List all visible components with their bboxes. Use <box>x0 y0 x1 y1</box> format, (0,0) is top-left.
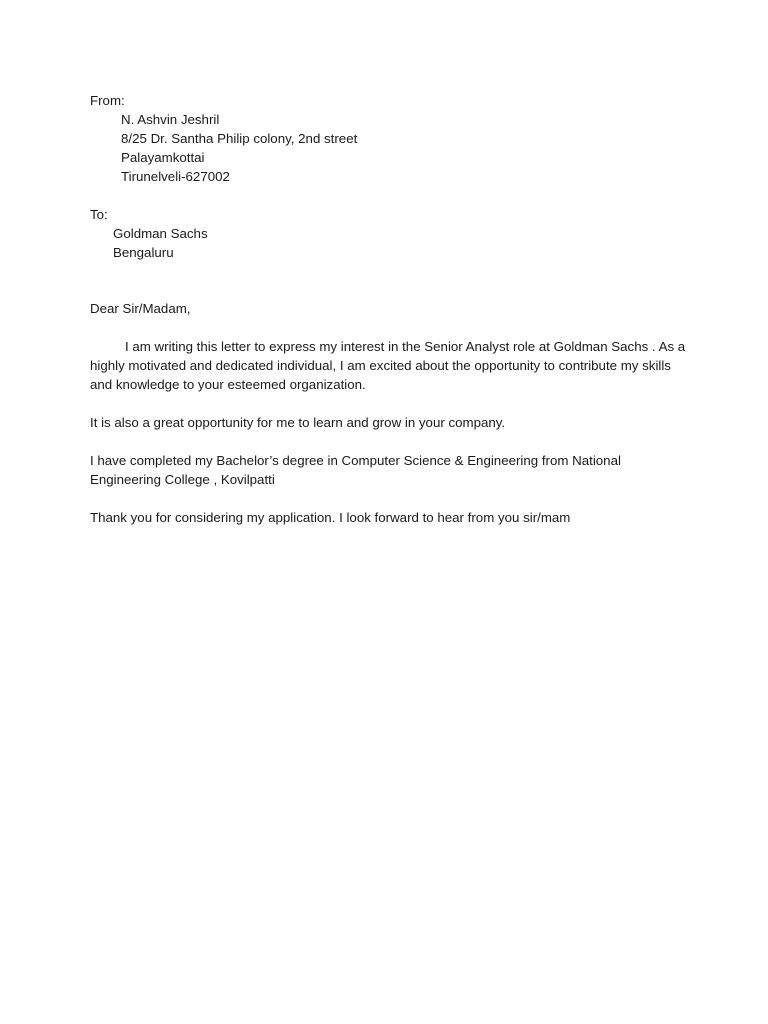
closing-paragraph: Thank you for considering my application. I look forward to hear from you sir/mam <box>90 510 571 525</box>
recipient-city: Bengaluru <box>113 245 174 260</box>
to-label: To: <box>90 207 108 222</box>
body-paragraph: I have completed my Bachelor’s degree in Computer Science & Engineering from National Engineering College , Kovilpatti <box>90 453 621 487</box>
sender-city: Palayamkottai <box>121 150 205 165</box>
salutation: Dear Sir/Madam, <box>90 301 191 316</box>
sender-postal: Tirunelveli-627002 <box>121 169 230 184</box>
body-paragraph: I am writing this letter to express my interest in the Senior Analyst role at Goldman Sachs . As a highly motivated and dedicated individual, I am excited about the opportunity to contribute my skills and knowledge to your esteemed organization. <box>90 339 686 392</box>
recipient-block <box>90 205 690 262</box>
sender-block <box>90 91 690 186</box>
body-paragraph: It is also a great opportunity for me to learn and grow in your company. <box>90 415 506 430</box>
sender-name: N. Ashvin Jeshril <box>121 112 220 127</box>
recipient-name: Goldman Sachs <box>113 226 208 241</box>
from-label: From: <box>90 93 125 108</box>
letter-page <box>90 91 690 527</box>
sender-address-line: 8/25 Dr. Santha Philip colony, 2nd street <box>121 131 358 146</box>
